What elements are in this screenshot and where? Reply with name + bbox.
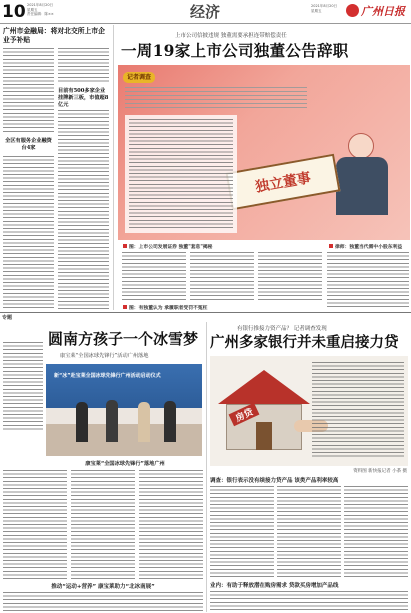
left-feature-intro-text xyxy=(3,342,43,432)
left-column xyxy=(0,24,112,311)
left-body-text-1 xyxy=(3,48,54,134)
house-roof xyxy=(218,370,310,404)
feature-panel-text xyxy=(129,119,233,229)
cartoon-head xyxy=(348,133,374,159)
caption-marker xyxy=(123,244,127,248)
top-feature xyxy=(115,24,411,311)
event-photo-caption: 康宝莱“全国冰球先锋行”落地广州 xyxy=(85,461,165,467)
right-feature xyxy=(207,320,411,613)
left-body-text-2 xyxy=(58,48,109,84)
left-feature-sub: 康宝莱“全国冰球先锋行”活动广州落地 xyxy=(60,353,149,359)
left-body-text-3 xyxy=(58,110,109,310)
sub-caption: 图：有独董认为 承履职者受罚不冤枉 xyxy=(123,304,263,311)
left-headline: 广州市金融局：将对北交所上市企业予补贴 xyxy=(3,27,105,44)
sub-caption-marker xyxy=(123,305,127,309)
house-label: 房贷 xyxy=(229,403,260,427)
section-title: 经济 xyxy=(189,3,220,21)
masthead-icon xyxy=(346,4,359,17)
right-photo-caption: 资料图 新快报记者 小茶 摄 xyxy=(353,469,407,474)
left-feature xyxy=(0,320,205,613)
feature-body-col-2 xyxy=(190,252,254,302)
right-feature-kicker: 有银行推接力资产品？ 记者调查发现 xyxy=(237,326,327,332)
left-body-text-4 xyxy=(3,156,54,310)
ad-label: 专题 xyxy=(2,315,13,321)
feature-banner xyxy=(118,65,410,240)
lawyer-marker xyxy=(329,244,333,248)
feature-headline: 一周19家上市公司独董公告辞职 xyxy=(121,41,349,60)
right-feature-body-3 xyxy=(344,486,408,578)
cartoon-sign-label: 独立董事 xyxy=(254,170,313,196)
left-feature-headline: 圆南方孩子一个冰雪梦 xyxy=(48,330,199,348)
house-illustration xyxy=(210,356,408,466)
feature-white-panel xyxy=(125,115,237,233)
right-mid-headline: 调查：银行表示没有续接力贷产品 该类产品利率较高 xyxy=(210,478,339,484)
left-feature-body-1 xyxy=(3,470,67,580)
right-feature-intro-text xyxy=(312,362,404,458)
feature-body-col-1 xyxy=(122,252,186,302)
header-left-meta: 2021年8月20日 星期五 责任编辑：陈×× xyxy=(27,3,54,16)
header-right-meta: 2021年8月20日 星期五 xyxy=(311,4,338,13)
event-person-3 xyxy=(138,402,150,442)
event-person-2 xyxy=(106,400,118,442)
feature-body-col-4 xyxy=(327,252,409,308)
left-feature-body-3 xyxy=(139,470,203,580)
event-stage xyxy=(46,424,202,456)
feature-kicker: 上市公司信披违规 独董需要承担连带赔偿责任 xyxy=(175,33,287,39)
masthead: 广州日报 xyxy=(361,5,405,18)
cartoon-body xyxy=(336,157,388,215)
right-feature-body-4 xyxy=(210,591,408,612)
left-feature-bottom-headline: 推动“运动+营养” 康宝莱助力“北冰南展” xyxy=(51,584,155,590)
event-photo xyxy=(46,364,202,456)
feature-intro-text xyxy=(125,87,307,109)
left-feature-body-4 xyxy=(3,592,203,612)
event-banner-text: 新“冰”赴宝莱全国冰球先锋行广州活动启动仪式 xyxy=(54,373,161,379)
right-bottom-headline: 业内：有助于释放潜在购房需求 贷款买房增加产品线 xyxy=(210,583,339,589)
lawyer-headline: 律师：独董当代需中小股东利益 xyxy=(329,243,411,250)
feature-body-col-3 xyxy=(258,252,322,302)
ad-divider xyxy=(0,312,411,313)
event-person-1 xyxy=(76,402,88,442)
left-sub-headline: 目前有500多家企业挂牌新三板，市值超8亿元 xyxy=(58,88,109,108)
left-feature-body-2 xyxy=(71,470,135,580)
house-door xyxy=(256,422,272,450)
cartoon-sign xyxy=(226,154,341,211)
column-divider xyxy=(113,25,114,310)
right-feature-body-1 xyxy=(210,486,274,578)
left-mid-headline: 全区有服务企业融资台4家 xyxy=(5,138,52,151)
feature-caption: 图：上市公司发展证券 独董"套息"揭秘 xyxy=(123,243,263,250)
event-backdrop xyxy=(46,364,202,408)
reporter-badge: 记者调查 xyxy=(123,72,155,83)
right-feature-body-2 xyxy=(277,486,341,578)
right-feature-headline: 广州多家银行并未重启接力贷 xyxy=(210,334,399,351)
event-person-4 xyxy=(164,401,176,442)
page-header xyxy=(0,0,411,24)
cartoon-illustration xyxy=(236,113,410,238)
page-number: 10 xyxy=(2,2,26,22)
